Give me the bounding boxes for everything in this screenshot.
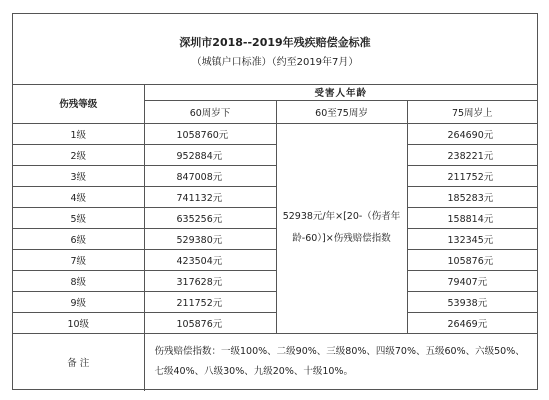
note-row (13, 333, 537, 391)
note-text: 伤残赔偿指数：一级100%、二级90%、三级80%、四级70%、五级60%、六级50%、七级40%、八级30%、九级20%、十级10%。 (144, 333, 537, 391)
age-col-60-75-header: 60至75周岁 (276, 100, 407, 123)
under60-value-cell: 741132元 (144, 186, 276, 207)
over75-value-cell: 211752元 (407, 165, 537, 186)
age-60-75-formula-cell: 52938元/年×[20-（伤者年龄-60）]×伤残赔偿指数 (276, 123, 407, 333)
over75-value-cell: 26469元 (407, 312, 537, 333)
grade-cell: 6级 (13, 228, 144, 249)
under60-value-cell: 635256元 (144, 207, 276, 228)
table-row (13, 186, 537, 207)
under60-value-cell: 847008元 (144, 165, 276, 186)
age-col-under60-header: 60周岁下 (144, 100, 276, 123)
page-subtitle: （城镇户口标准）（约至2019年7月） (191, 57, 359, 68)
under60-value-cell: 105876元 (144, 312, 276, 333)
under60-value-cell: 952884元 (144, 144, 276, 165)
grade-cell: 5级 (13, 207, 144, 228)
grade-cell: 2级 (13, 144, 144, 165)
title-block (13, 14, 537, 85)
grade-cell: 1级 (13, 123, 144, 144)
over75-value-cell: 264690元 (407, 123, 537, 144)
under60-value-cell: 423504元 (144, 249, 276, 270)
table-row (13, 270, 537, 291)
over75-value-cell: 79407元 (407, 270, 537, 291)
note-label: 备 注 (13, 333, 144, 391)
page-title: 深圳市2018--2019年残疾赔偿金标准 (179, 36, 371, 49)
under60-value-cell: 1058760元 (144, 123, 276, 144)
table-row (13, 312, 537, 333)
over75-value-cell: 105876元 (407, 249, 537, 270)
over75-value-cell: 158814元 (407, 207, 537, 228)
grade-cell: 8级 (13, 270, 144, 291)
table-row (13, 249, 537, 270)
grade-cell: 9级 (13, 291, 144, 312)
under60-value-cell: 529380元 (144, 228, 276, 249)
table-row (13, 123, 537, 144)
grade-cell: 3级 (13, 165, 144, 186)
under60-value-cell: 211752元 (144, 291, 276, 312)
under60-value-cell: 317628元 (144, 270, 276, 291)
table-row (13, 144, 537, 165)
grade-header: 伤残等级 (13, 84, 144, 123)
table-row (13, 207, 537, 228)
compensation-table-sheet (12, 13, 538, 390)
over75-value-cell: 53938元 (407, 291, 537, 312)
over75-value-cell: 238221元 (407, 144, 537, 165)
table-row (13, 291, 537, 312)
grade-cell: 4级 (13, 186, 144, 207)
age-group-header: 受害人年龄 (144, 84, 537, 100)
grade-cell: 10级 (13, 312, 144, 333)
over75-value-cell: 132345元 (407, 228, 537, 249)
table-row (13, 228, 537, 249)
grade-cell: 7级 (13, 249, 144, 270)
table-row (13, 165, 537, 186)
over75-value-cell: 185283元 (407, 186, 537, 207)
age-col-over75-header: 75周岁上 (407, 100, 537, 123)
compensation-table (13, 84, 537, 391)
